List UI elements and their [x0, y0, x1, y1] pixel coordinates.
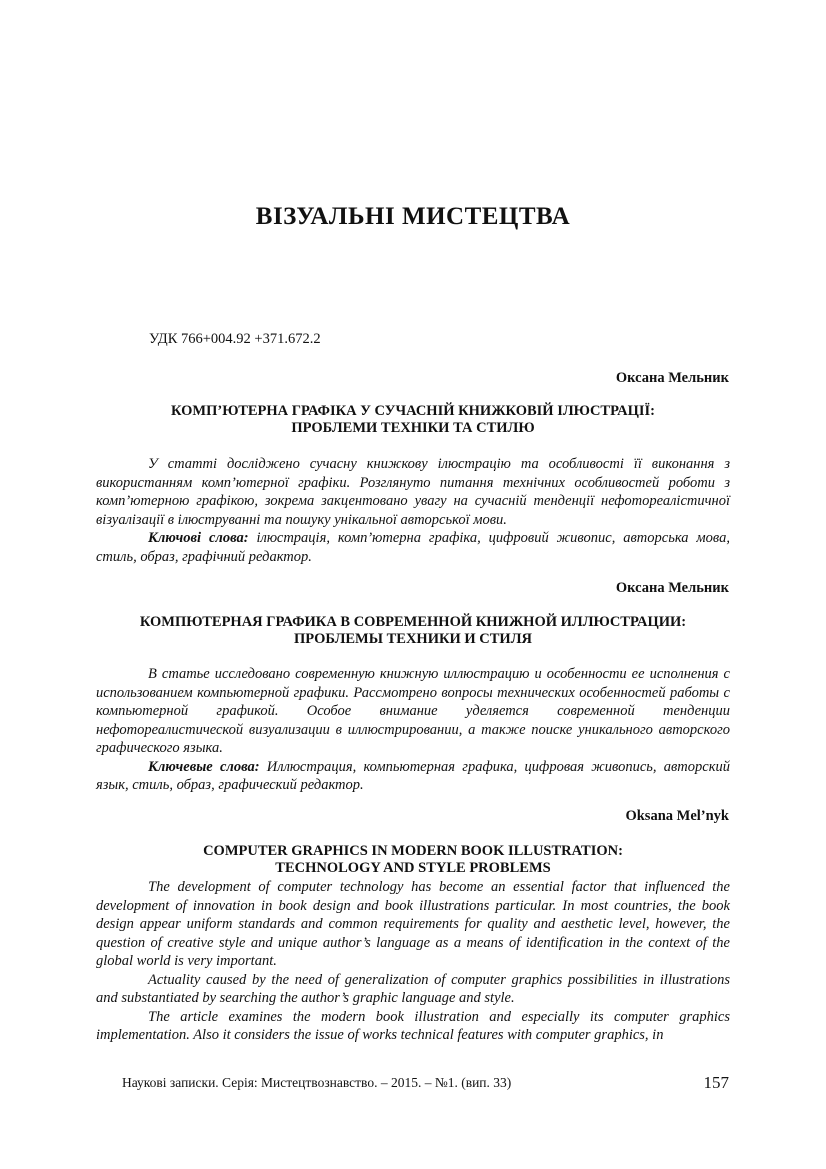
article-title-ukrainian: [96, 403, 730, 437]
keywords-text: ілюстрація, комп’ютерна графіка, цифровий живопис, авторська мова, стиль, образ, графічний редактор.: [96, 530, 730, 565]
author-name-russian: Оксана Мельник: [615, 580, 729, 596]
author-name-english: Oksana Mel’nyk: [625, 808, 729, 824]
keywords-label: Ключевые слова:: [148, 758, 260, 775]
abstract-english: [96, 878, 730, 1045]
keywords-text: Иллюстрация, компьютерная графика, цифровая живопись, авторский язык, стиль, образ, графический редактор.: [96, 758, 730, 793]
author-name-ukrainian: Оксана Мельник: [615, 370, 729, 386]
abstract-ukrainian: [96, 455, 730, 566]
abstract-russian: [96, 665, 730, 795]
udc-code: УДК 766+004.92 +371.672.2: [149, 331, 321, 347]
title-line-1: КОМП’ЮТЕРНА ГРАФІКА У СУЧАСНІЙ КНИЖКОВІЙ ІЛЮСТРАЦІЇ:: [171, 403, 655, 419]
footer-journal-citation: Наукові записки. Серія: Мистецтвознавство. – 2015. – №1. (вип. 33): [122, 1075, 512, 1090]
title-line-2: ПРОБЛЕМЫ ТЕХНИКИ И СТИЛЯ: [294, 631, 532, 647]
title-line-2: ПРОБЛЕМИ ТЕХНІКИ ТА СТИЛЮ: [291, 420, 535, 436]
keywords-paragraph: [96, 529, 730, 566]
keywords-paragraph: [96, 758, 730, 795]
article-title-russian: [96, 614, 730, 648]
english-paragraph-2: Actuality caused by the need of generalization of computer graphics possibilities in illustrations and substantiated by searching the author’s graphic language and style.: [96, 971, 730, 1006]
english-paragraph-3: The article examines the modern book illustration and especially its computer graphics implementation. Also it considers the issue of works technical features with computer graphics, in: [96, 1008, 730, 1043]
page-number: 157: [703, 1073, 729, 1092]
abstract-text: У статті досліджено сучасну книжкову ілюстрацію та особливості її виконання з використанням комп’ютерної графіки. Розглянуто питання технічних особливостей роботи з комп’ютерною графікою, зокрема закцентовано увагу на сучасній тенденції нефотореалістичної візуалізації в ілюструванні та пошуку унікальної авторської мови.: [96, 456, 730, 528]
abstract-text: В статье исследовано современную книжную иллюстрацию и особенности ее исполнения с использованием компьютерной графики. Рассмотрено вопросы технических особенностей работы с компьютерной графикой. Особое внимание уделяется современной тенденции нефотореалистической визуализации в иллюстрировании, а также поиске уникального авторского графического языка.: [96, 666, 730, 756]
section-title: ВІЗУАЛЬНІ МИСТЕЦТВА: [255, 203, 571, 230]
keywords-label: Ключові слова:: [148, 530, 249, 546]
english-paragraph-1: The development of computer technology has become an essential factor that influenced the development of innovation in book design and book illustrations particular. In most countries, the book design appear uniform standards and common requirements for quality and aesthetic level, however, the question of creative style and unique author’s language as a means of identification in the context of the global world is very important.: [96, 879, 730, 969]
title-line-1: КОМПЮТЕРНАЯ ГРАФИКА В СОВРЕМЕННОЙ КНИЖНОЙ ИЛЛЮСТРАЦИИ:: [139, 614, 687, 630]
article-title-english: [96, 843, 730, 877]
title-line-1: COMPUTER GRAPHICS IN MODERN BOOK ILLUSTRATION:: [203, 843, 623, 859]
title-line-2: TECHNOLOGY AND STYLE PROBLEMS: [275, 860, 551, 876]
